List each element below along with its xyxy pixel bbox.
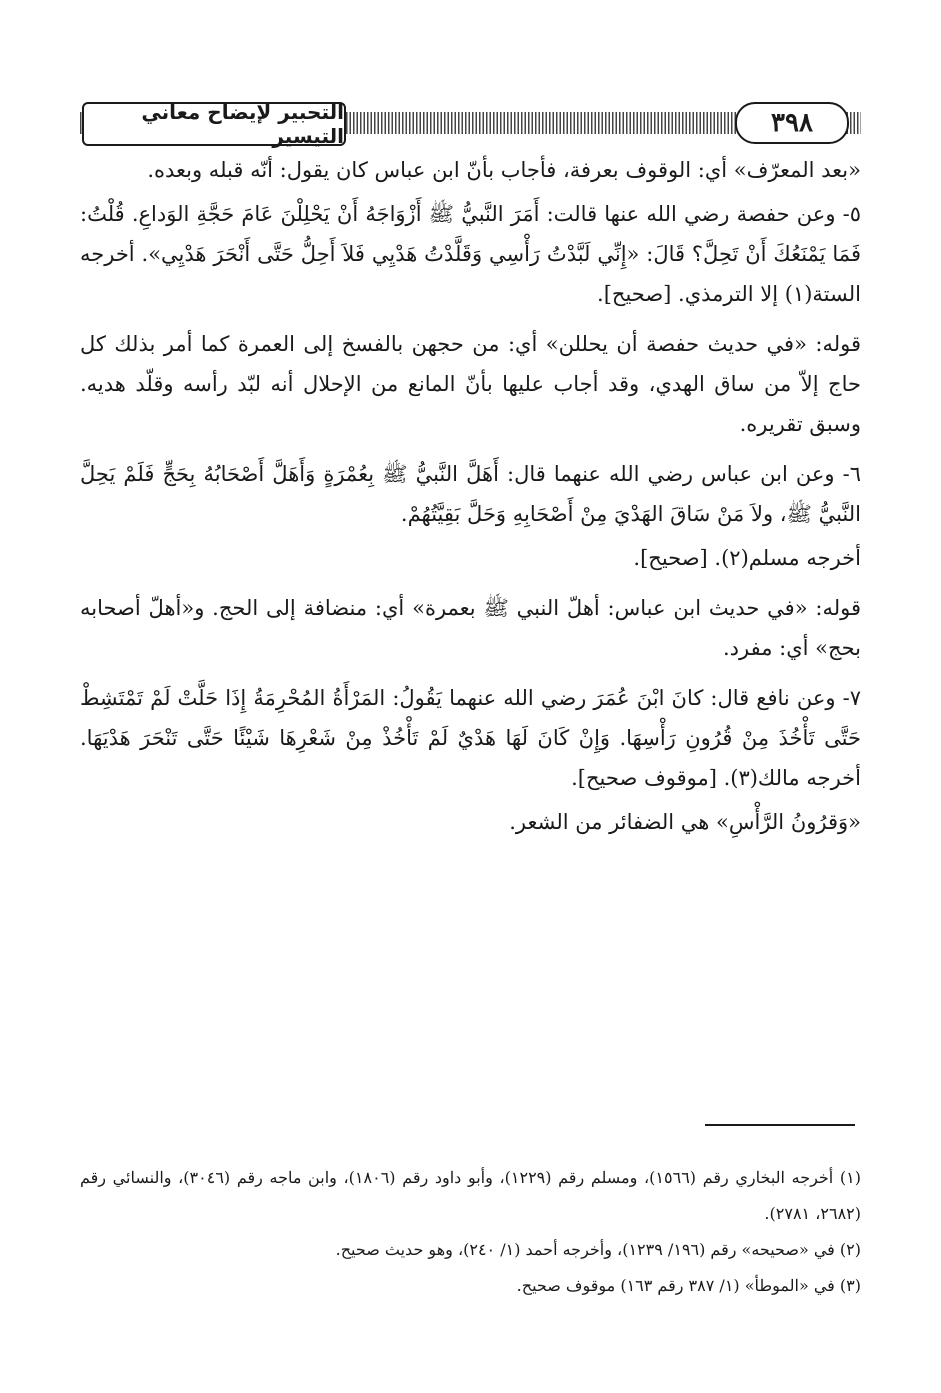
page-body <box>80 150 861 852</box>
hadith-6-source: أخرجه مسلم(٢). [صحيح]. <box>633 546 861 570</box>
commentary-paragraph: «وَقرُونُ الرَّأْسِ» هي الضفائر من الشعر. <box>509 810 861 834</box>
page-header <box>80 100 861 148</box>
footnotes <box>80 1160 861 1304</box>
footnote-3: (٣) في «الموطأ» (١/ ٣٨٧ رقم ١٦٣) موقوف صحيح. <box>516 1276 861 1295</box>
commentary-paragraph: قوله: «في حديث ابن عباس: أهلّ النبي ﷺ بعمرة» أي: منضافة إلى الحج. و«أهلّ أصحابه بحج» أي: مفرد. <box>80 596 861 660</box>
hadith-7: ٧- وعن نافع قال: كانَ ابْنَ عُمَرَ رضي الله عنهما يَقُولُ: المَرْأَةُ المُحْرِمَةُ إِذَا حَلَّتْ لَمْ تَمْتَشِطْ حَتَّى تَأْخُذَ مِنْ قُرُونِ رَأْسِهَا. وَإِنْ كَانَ لَهَا هَدْيٌ لَمْ تَأْخُذْ مِنْ شَعْرِهَا شَيْئًا حَتَّى تَنْحَرَ هَدْيَهَا. أخرجه مالك(٣). [موقوف صحيح]. <box>80 686 861 790</box>
page-number: ٣٩٨ <box>735 102 849 144</box>
hadith-6: ٦- وعن ابن عباس رضي الله عنهما قال: أَهَلَّ النَّبيُّ ﷺ بِعُمْرَةٍ وَأَهَلَّ أَصْحَابُهُ بِحَجٍّ فَلَمْ يَحِلَّ النَّبيُّ ﷺ، ولاَ مَنْ سَاقَ الهَدْيَ مِنْ أَصْحَابِهِ وَحَلَّ بَقِيَّتُهُمْ. <box>80 462 861 526</box>
hadith-5: ٥- وعن حفصة رضي الله عنها قالت: أَمَرَ النَّبيُّ ﷺ أَزْوَاجَهُ أَنْ يَحْلِلْنَ عَامَ حَجَّةِ الوَداعِ. قُلْتُ: فَمَا يَمْنَعُكَ أَنْ تَحِلَّ؟ قَالَ: «إِنِّي لَبَّدْتُ رَأْسِي وَقَلَّدْتُ هَدْيِي فَلاَ أَحِلُّ حَتَّى أَنْحَرَ هَدْيِي». أخرجه الستة(١) إلا الترمذي. [صحيح]. <box>80 202 861 306</box>
commentary-paragraph: قوله: «في حديث حفصة أن يحللن» أي: من حجهن بالفسخ إلى العمرة كما أمر بذلك كل حاج إلاّ من ساق الهدي، وقد أجاب عليها بأنّ المانع من الإحلال أنه لبّد رأسه وقلّد هديه. وسبق تقريره. <box>80 332 861 436</box>
footnote-2: (٢) في «صحيحه» رقم (١٩٦/ ١٢٣٩)، وأخرجه أحمد (١/ ٢٤٠)، وهو حديث صحيح. <box>335 1240 861 1259</box>
footnote-1: (١) أخرجه البخاري رقم (١٥٦٦)، ومسلم رقم (١٢٢٩)، وأبو داود رقم (١٨٠٦)، وابن ماجه رقم (٣٠٤٦)، والنسائي رقم (٢٦٨٢، ٢٧٨١). <box>80 1168 861 1223</box>
footnote-separator <box>705 1124 855 1126</box>
paragraph: «بعد المعرّف» أي: الوقوف بعرفة، فأجاب بأنّ ابن عباس كان يقول: أنّه قبله وبعده. <box>147 158 861 182</box>
book-title: التحبير لإيضاح معاني التيسير <box>82 102 346 146</box>
